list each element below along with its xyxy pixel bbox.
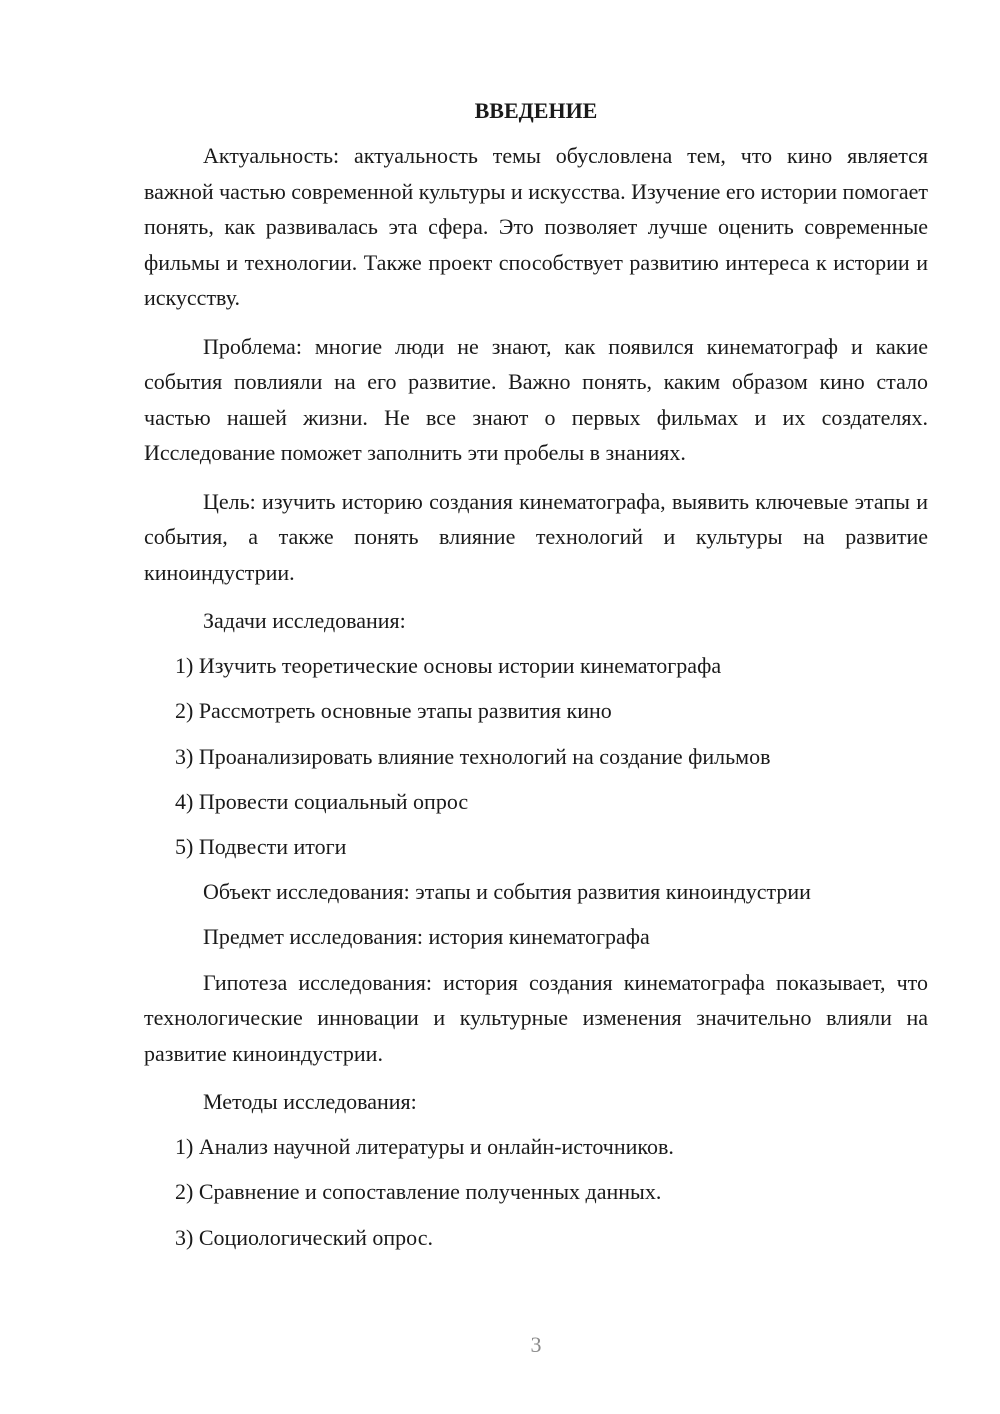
list-item: 3) Проанализировать влияние технологий на создание фильмов (175, 743, 771, 769)
tasks-heading: Задачи исследования: (203, 608, 406, 633)
research-object: Объект исследования: этапы и события развития киноиндустрии (203, 879, 811, 905)
goal-paragraph: Цель: изучить историю создания кинематографа, выявить ключевые этапы и события, а также понять влияние технологий и культуры на развитие киноиндустрии. (144, 488, 928, 585)
list-item: 2) Рассмотреть основные этапы развития кино (175, 698, 612, 724)
page-number: 3 (530, 1332, 542, 1357)
research-subject: Предмет исследования: история кинематографа (203, 924, 650, 950)
methods-list (144, 1129, 928, 1255)
page-content (144, 96, 928, 1265)
relevance-paragraph: Актуальность: актуальность темы обусловлена тем, что кино является важной частью современной культуры и искусства. Изучение его истории помогает понять, как развивалась эта сфера. Это позволяет лучше оценить современные фильмы и технологии. Также проект способствует развитию интереса к истории и искусству. (144, 143, 928, 310)
list-item: 5) Подвести итоги (175, 833, 347, 859)
problem-paragraph: Проблема: многие люди не знают, как появился кинематограф и какие события повлияли на его развитие. Важно понять, каким образом кино стало частью нашей жизни. Не все знают о первых фильмах и их создателях. Исследование поможет заполнить эти пробелы в знаниях. (144, 333, 928, 465)
hypothesis-paragraph: Гипотеза исследования: история создания кинематографа показывает, что технологические инновации и культурные изменения значительно влияли на развитие киноиндустрии. (144, 969, 928, 1066)
list-item: 1) Изучить теоретические основы истории кинематографа (175, 653, 722, 679)
methods-heading: Методы исследования: (203, 1089, 417, 1114)
list-item: 1) Анализ научной литературы и онлайн-источников. (175, 1134, 674, 1160)
tasks-list (144, 648, 928, 864)
list-item: 2) Сравнение и сопоставление полученных данных. (175, 1179, 662, 1205)
section-title: ВВЕДЕНИЕ (474, 98, 598, 123)
list-item: 3) Социологический опрос. (175, 1224, 433, 1250)
list-item: 4) Провести социальный опрос (175, 788, 469, 814)
